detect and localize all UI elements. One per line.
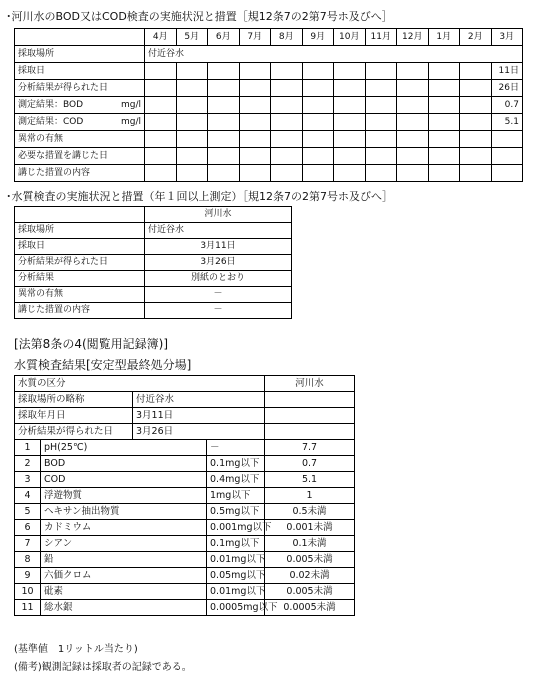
month-value-cell [302, 131, 334, 148]
item-value: 0.02未満 [265, 568, 355, 584]
month-value-cell [176, 97, 208, 114]
row-label-text: 必要な措置を講じた日 [18, 151, 109, 161]
month-value-cell [365, 97, 397, 114]
month-value-cell [302, 80, 334, 97]
item-name: 総水銀 [41, 600, 207, 616]
month-value-cell [208, 165, 240, 182]
month-header-row [15, 29, 523, 46]
row-value: 3月11日 [145, 239, 292, 255]
table-row [15, 165, 523, 182]
month-value-cell [239, 63, 271, 80]
item-name: 鉛 [41, 552, 207, 568]
row-label-text: 採取場所 [18, 49, 55, 59]
sampling-site-label: 採取場所の略称 [15, 392, 133, 408]
month-value-cell [208, 148, 240, 165]
month-header: 5月 [176, 29, 208, 46]
item-value: 7.7 [265, 440, 355, 456]
table-row [15, 287, 292, 303]
table-row [15, 456, 355, 472]
month-value-cell: 0.7 [491, 97, 523, 114]
item-number: 9 [15, 568, 41, 584]
table-row [15, 271, 292, 287]
month-value-cell [176, 131, 208, 148]
standard-note: (基準値 1リットル当たり) [14, 644, 138, 655]
month-value-cell [271, 97, 303, 114]
item-value: 0.5未満 [265, 504, 355, 520]
month-value-cell [460, 114, 492, 131]
month-value-cell [145, 165, 177, 182]
month-value-cell [397, 80, 429, 97]
row-label: 採取日 [15, 239, 145, 255]
row-label [15, 165, 145, 182]
table-row [15, 488, 355, 504]
month-value-cell [397, 114, 429, 131]
month-value-cell [208, 97, 240, 114]
row-value: － [145, 287, 292, 303]
item-standard: 0.4mg以下 [207, 472, 265, 488]
row-label-text: 測定結果：BOD [18, 100, 84, 110]
table-row [15, 520, 355, 536]
month-value-cell [460, 165, 492, 182]
table-row [15, 440, 355, 456]
item-standard: 1mg以下 [207, 488, 265, 504]
row-label: 分析結果が得られた日 [15, 255, 145, 271]
month-value-cell [365, 63, 397, 80]
row-label [15, 80, 145, 97]
month-value-cell [145, 148, 177, 165]
month-value-cell [176, 165, 208, 182]
sampling-date-row [15, 408, 355, 424]
month-value-cell [271, 131, 303, 148]
month-value-cell [176, 148, 208, 165]
item-number: 4 [15, 488, 41, 504]
item-standard: 0.1mg以下 [207, 536, 265, 552]
table-row [15, 552, 355, 568]
item-standard: 0.5mg以下 [207, 504, 265, 520]
item-number: 6 [15, 520, 41, 536]
item-name: BOD [41, 456, 207, 472]
month-value-cell [271, 148, 303, 165]
table-row [15, 600, 355, 616]
empty-cell [265, 424, 355, 440]
result-date-row [15, 424, 355, 440]
month-value-cell [145, 97, 177, 114]
month-value-cell [271, 80, 303, 97]
row-unit: mg/l [120, 117, 141, 127]
water-check-table [14, 206, 292, 319]
month-header: 6月 [208, 29, 240, 46]
month-value-cell [208, 63, 240, 80]
month-value-cell [365, 114, 397, 131]
month-value-cell [460, 97, 492, 114]
table-row [15, 148, 523, 165]
month-value-cell [397, 148, 429, 165]
month-header: 3月 [491, 29, 523, 46]
item-name: カドミウム [41, 520, 207, 536]
sampling-date-value: 3月11日 [133, 408, 265, 424]
month-value-cell [239, 131, 271, 148]
month-value-cell [334, 80, 366, 97]
row-value: 付近谷水 [145, 223, 292, 239]
item-standard: － [207, 440, 265, 456]
month-value-cell [145, 80, 177, 97]
row-label: 分析結果 [15, 271, 145, 287]
month-value-cell [397, 63, 429, 80]
item-standard: 0.01mg以下 [207, 584, 265, 600]
row-label [15, 97, 145, 114]
row-value: 3月26日 [145, 255, 292, 271]
table-row [15, 239, 292, 255]
empty-cell [265, 392, 355, 408]
month-value-cell [428, 80, 460, 97]
bod-cod-table [14, 28, 523, 182]
item-number: 1 [15, 440, 41, 456]
table-row [15, 568, 355, 584]
row-label-text: 採取日 [18, 66, 46, 76]
month-value-cell [302, 148, 334, 165]
row-label: 採取場所 [15, 223, 145, 239]
month-value-cell: 5.1 [491, 114, 523, 131]
result-date-value: 3月26日 [133, 424, 265, 440]
category-label: 水質の区分 [15, 376, 265, 392]
item-number: 8 [15, 552, 41, 568]
month-header: 12月 [397, 29, 429, 46]
month-header: 7月 [239, 29, 271, 46]
empty-cell [265, 408, 355, 424]
section2-title: ･水質検査の実施状況と措置（年１回以上測定）［規12条7の2第7号ホ及びへ］ [6, 190, 393, 203]
month-value-cell [334, 97, 366, 114]
table-row [15, 223, 292, 239]
month-value-cell [302, 97, 334, 114]
month-value-cell [271, 114, 303, 131]
month-value-cell [239, 114, 271, 131]
table-row [15, 255, 292, 271]
table-row [15, 63, 523, 80]
item-number: 3 [15, 472, 41, 488]
month-value-cell [365, 148, 397, 165]
month-value-cell [428, 148, 460, 165]
category-row [15, 376, 355, 392]
item-standard: 0.001mg以下 [207, 520, 265, 536]
table-row [15, 114, 523, 131]
month-value-cell [460, 148, 492, 165]
table-row [15, 504, 355, 520]
month-value-cell [365, 131, 397, 148]
month-value-cell [145, 114, 177, 131]
item-number: 2 [15, 456, 41, 472]
item-value: 0.1未満 [265, 536, 355, 552]
table-row [15, 97, 523, 114]
table-row [15, 80, 523, 97]
row-label: 異常の有無 [15, 287, 145, 303]
item-standard: 0.1mg以下 [207, 456, 265, 472]
row-unit: mg/l [120, 100, 141, 110]
row-label [15, 114, 145, 131]
month-value-cell [239, 148, 271, 165]
sampling-date-label: 採取年月日 [15, 408, 133, 424]
sampling-site-row [15, 392, 355, 408]
month-value-cell [491, 131, 523, 148]
item-value: 0.7 [265, 456, 355, 472]
month-header: 2月 [460, 29, 492, 46]
month-value-cell [239, 97, 271, 114]
month-value-cell [302, 165, 334, 182]
row-label-text: 異常の有無 [18, 134, 64, 144]
month-value-cell [208, 80, 240, 97]
month-value-cell [302, 63, 334, 80]
row-value: － [145, 303, 292, 319]
item-name: COD [41, 472, 207, 488]
month-value-cell [460, 131, 492, 148]
month-value-cell [176, 114, 208, 131]
month-header: 4月 [145, 29, 177, 46]
item-value: 1 [265, 488, 355, 504]
month-value-cell [491, 148, 523, 165]
sampling-site-value: 付近谷水 [133, 392, 265, 408]
remarks-note: (備考)観測記録は採取者の記録である。 [14, 662, 192, 673]
month-value-cell: 11日 [491, 63, 523, 80]
item-standard: 0.01mg以下 [207, 552, 265, 568]
month-value-cell [397, 131, 429, 148]
corner-cell [15, 207, 145, 223]
header-row [15, 207, 292, 223]
row-label-text: 講じた措置の内容 [18, 168, 91, 178]
month-header: 10月 [334, 29, 366, 46]
item-value: 0.005未満 [265, 552, 355, 568]
item-name: 六価クロム [41, 568, 207, 584]
result-date-label: 分析結果が得られた日 [15, 424, 133, 440]
table-row [15, 584, 355, 600]
row-label-text: 測定結果：COD [18, 117, 84, 127]
month-value-cell [491, 165, 523, 182]
month-value-cell [208, 114, 240, 131]
month-value-cell [460, 80, 492, 97]
month-value-cell [397, 97, 429, 114]
month-value-cell [302, 114, 334, 131]
month-value-cell [365, 80, 397, 97]
item-name: ヘキサン抽出物質 [41, 504, 207, 520]
month-value-cell [334, 131, 366, 148]
row-label [15, 63, 145, 80]
item-name: 砒素 [41, 584, 207, 600]
month-header: 11月 [365, 29, 397, 46]
table-row [15, 472, 355, 488]
row-label [15, 46, 145, 63]
month-value-cell [145, 63, 177, 80]
month-value-cell [365, 165, 397, 182]
month-value-cell [176, 80, 208, 97]
month-value-cell [334, 114, 366, 131]
row-label [15, 131, 145, 148]
sampling-site-cell: 付近谷水 [145, 46, 523, 63]
month-value-cell [428, 63, 460, 80]
month-value-cell [428, 131, 460, 148]
month-value-cell [334, 148, 366, 165]
table-row [15, 536, 355, 552]
item-standard: 0.05mg以下 [207, 568, 265, 584]
item-standard: 0.0005mg以下 [207, 600, 265, 616]
month-header: 1月 [428, 29, 460, 46]
row-label-text: 分析結果が得られた日 [18, 83, 109, 93]
month-header: 8月 [271, 29, 303, 46]
item-name: 浮遊物質 [41, 488, 207, 504]
table-row [15, 303, 292, 319]
month-value-cell [334, 63, 366, 80]
item-value: 0.001未満 [265, 520, 355, 536]
item-name: pH(25℃) [41, 440, 207, 456]
month-header: 9月 [302, 29, 334, 46]
month-value-cell [271, 165, 303, 182]
table-row [15, 46, 523, 63]
month-value-cell [271, 63, 303, 80]
section1-title: ･河川水のBOD又はCOD検査の実施状況と措置［規12条7の2第7号ホ及びへ］ [6, 10, 393, 23]
month-value-cell [428, 165, 460, 182]
month-value-cell [239, 80, 271, 97]
month-value-cell [239, 165, 271, 182]
row-value: 別紙のとおり [145, 271, 292, 287]
corner-cell [15, 29, 145, 46]
row-label [15, 148, 145, 165]
item-number: 10 [15, 584, 41, 600]
month-value-cell [208, 131, 240, 148]
month-value-cell: 26日 [491, 80, 523, 97]
item-value: 0.0005未満 [265, 600, 355, 616]
month-value-cell [460, 63, 492, 80]
month-value-cell [428, 97, 460, 114]
water-quality-results-table [14, 375, 355, 616]
month-value-cell [145, 131, 177, 148]
item-number: 11 [15, 600, 41, 616]
item-value: 5.1 [265, 472, 355, 488]
month-value-cell [176, 63, 208, 80]
column-header: 河川水 [145, 207, 292, 223]
row-label: 講じた措置の内容 [15, 303, 145, 319]
month-value-cell [428, 114, 460, 131]
item-number: 5 [15, 504, 41, 520]
item-name: シアン [41, 536, 207, 552]
column-header: 河川水 [265, 376, 355, 392]
month-value-cell [397, 165, 429, 182]
item-value: 0.005未満 [265, 584, 355, 600]
item-number: 7 [15, 536, 41, 552]
law-reference: [法第8条の4(閲覧用記録簿)] [14, 337, 168, 351]
table-row [15, 131, 523, 148]
month-value-cell [334, 165, 366, 182]
section3-title: 水質検査結果[安定型最終処分場] [14, 358, 192, 372]
